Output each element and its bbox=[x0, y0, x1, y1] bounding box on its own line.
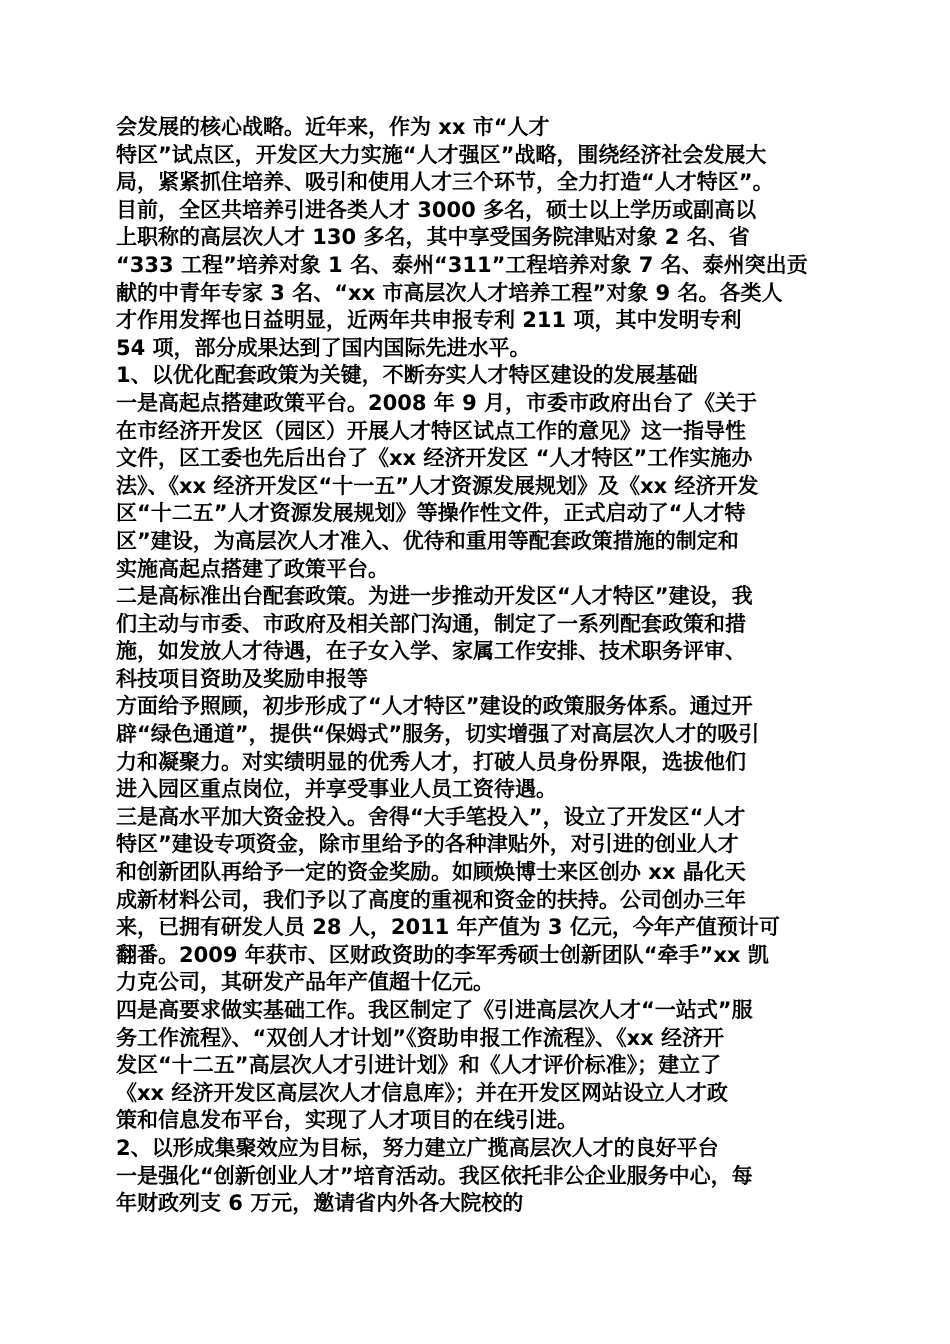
body-line-32: 力克公司，其研发产品年产值超十亿元。 bbox=[116, 970, 494, 995]
body-line-28: 和创新团队再给予一定的资金奖励。如顾焕博士来区创办 xx 晶化天 bbox=[116, 860, 746, 885]
body-line-34: 务工作流程》、“双创人才计划”《资助申报工作流程》、《xx 经济开 bbox=[116, 1025, 725, 1050]
body-line-5: 上职称的高层次人才 130 多名，其中享受国务院津贴对象 2 名、省 bbox=[116, 225, 750, 250]
body-line-39: 一是强化“创新创业人才”培育活动。我区依托非公企业服务中心，每 bbox=[116, 1163, 753, 1188]
body-line-35: 发区“十二五”高层次人才引进计划》和《人才评价标准》；建立了 bbox=[116, 1053, 722, 1078]
body-line-19: 们主动与市委、市政府及相关部门沟通，制定了一系列配套政策和措 bbox=[116, 611, 746, 636]
body-line-6: “333 工程”培养对象 1 名、泰州“311”工程培养对象 7 名、泰州突出贡 bbox=[116, 252, 808, 277]
body-line-15: 区“十二五”人才资源发展规划》等操作性文件，正式启动了“人才特 bbox=[116, 501, 746, 526]
section-heading-2: 2、以形成集聚效应为目标，努力建立广揽高层次人才的良好平台 bbox=[116, 1135, 719, 1160]
body-line-26: 三是高水平加大资金投入。舍得“大手笔投入”，设立了开发区“人才 bbox=[116, 804, 746, 829]
body-line-21: 科技项目资助及奖励申报等 bbox=[116, 666, 368, 691]
body-line-16: 区”建设，为高层次人才准入、优待和重用等配套政策措施的制定和 bbox=[116, 528, 739, 553]
body-line-13: 文件，区工委也先后出台了《xx 经济开发区 “人才特区”工作实施办 bbox=[116, 446, 753, 471]
body-line-27: 特区”建设专项资金，除市里给予的各种津贴外，对引进的创业人才 bbox=[116, 832, 739, 857]
body-line-25: 进入园区重点岗位，并享受事业人员工资待遇。 bbox=[116, 777, 557, 802]
body-line-37: 策和信息发布平台，实现了人才项目的在线引进。 bbox=[116, 1108, 578, 1133]
body-line-20: 施，如发放人才待遇，在子女入学、家属工作安排、技术职务评审、 bbox=[116, 639, 746, 664]
body-line-33: 四是高要求做实基础工作。我区制定了《引进高层次人才“一站式”服 bbox=[116, 998, 753, 1022]
body-line-23: 辟“绿色通道”，提供“保姆式”服务，切实增强了对高层次人才的吸引 bbox=[116, 722, 760, 747]
body-line-2: 特区”试点区，开发区大力实施“人才强区”战略，围绕经济社会发展大 bbox=[116, 142, 767, 167]
body-line-4: 目前，全区共培养引进各类人才 3000 多名，硕士以上学历或副高以 bbox=[116, 197, 757, 222]
body-line-36: 《xx 经济开发区高层次人才信息库》；并在开发区网站设立人才政 bbox=[116, 1080, 728, 1105]
body-line-14: 法》、《xx 经济开发区“十一五”人才资源发展规划》及《xx 经济开发 bbox=[116, 473, 759, 498]
body-line-11: 一是高起点搭建政策平台。2008 年 9 月，市委市政府出台了《关于 bbox=[116, 390, 757, 415]
document-body bbox=[116, 114, 846, 1218]
body-line-29: 成新材料公司，我们予以了高度的重视和资金的扶持。公司创办三年 bbox=[116, 887, 746, 912]
body-line-1: 会发展的核心战略。近年来，作为 xx 市“人才 bbox=[116, 115, 550, 139]
body-line-31: 翻番。2009 年获市、区财政资助的李军秀硕士创新团队“牵手”xx 凯 bbox=[116, 942, 769, 967]
body-line-3: 局，紧紧抓住培养、吸引和使用人才三个环节，全力打造“人才特区”。 bbox=[116, 170, 774, 195]
body-line-40: 年财政列支 6 万元，邀请省内外各大院校的 bbox=[116, 1191, 524, 1216]
body-line-22: 方面给予照顾，初步形成了“人才特区”建设的政策服务体系。通过开 bbox=[116, 694, 753, 719]
section-heading-1: 1、以优化配套政策为关键，不断夯实人才特区建设的发展基础 bbox=[116, 363, 698, 388]
body-line-9: 54 项，部分成果达到了国内国际先进水平。 bbox=[116, 335, 531, 360]
body-line-30: 来，已拥有研发人员 28 人，2011 年产值为 3 亿元，今年产值预计可 bbox=[116, 915, 780, 940]
body-line-7: 献的中青年专家 3 名、“xx 市高层次人才培养工程”对象 9 名。各类人 bbox=[116, 280, 783, 305]
body-line-18: 二是高标准出台配套政策。为进一步推动开发区“人才特区”建设，我 bbox=[116, 584, 753, 609]
body-line-24: 力和凝聚力。对实绩明显的优秀人才，打破人员身份界限，选拔他们 bbox=[116, 749, 746, 774]
body-line-8: 才作用发挥也日益明显，近两年共申报专利 211 项，其中发明专利 bbox=[116, 308, 742, 333]
body-line-17: 实施高起点搭建了政策平台。 bbox=[116, 556, 389, 581]
body-line-12: 在市经济开发区（园区）开展人才特区试点工作的意见》这一指导性 bbox=[116, 418, 746, 443]
